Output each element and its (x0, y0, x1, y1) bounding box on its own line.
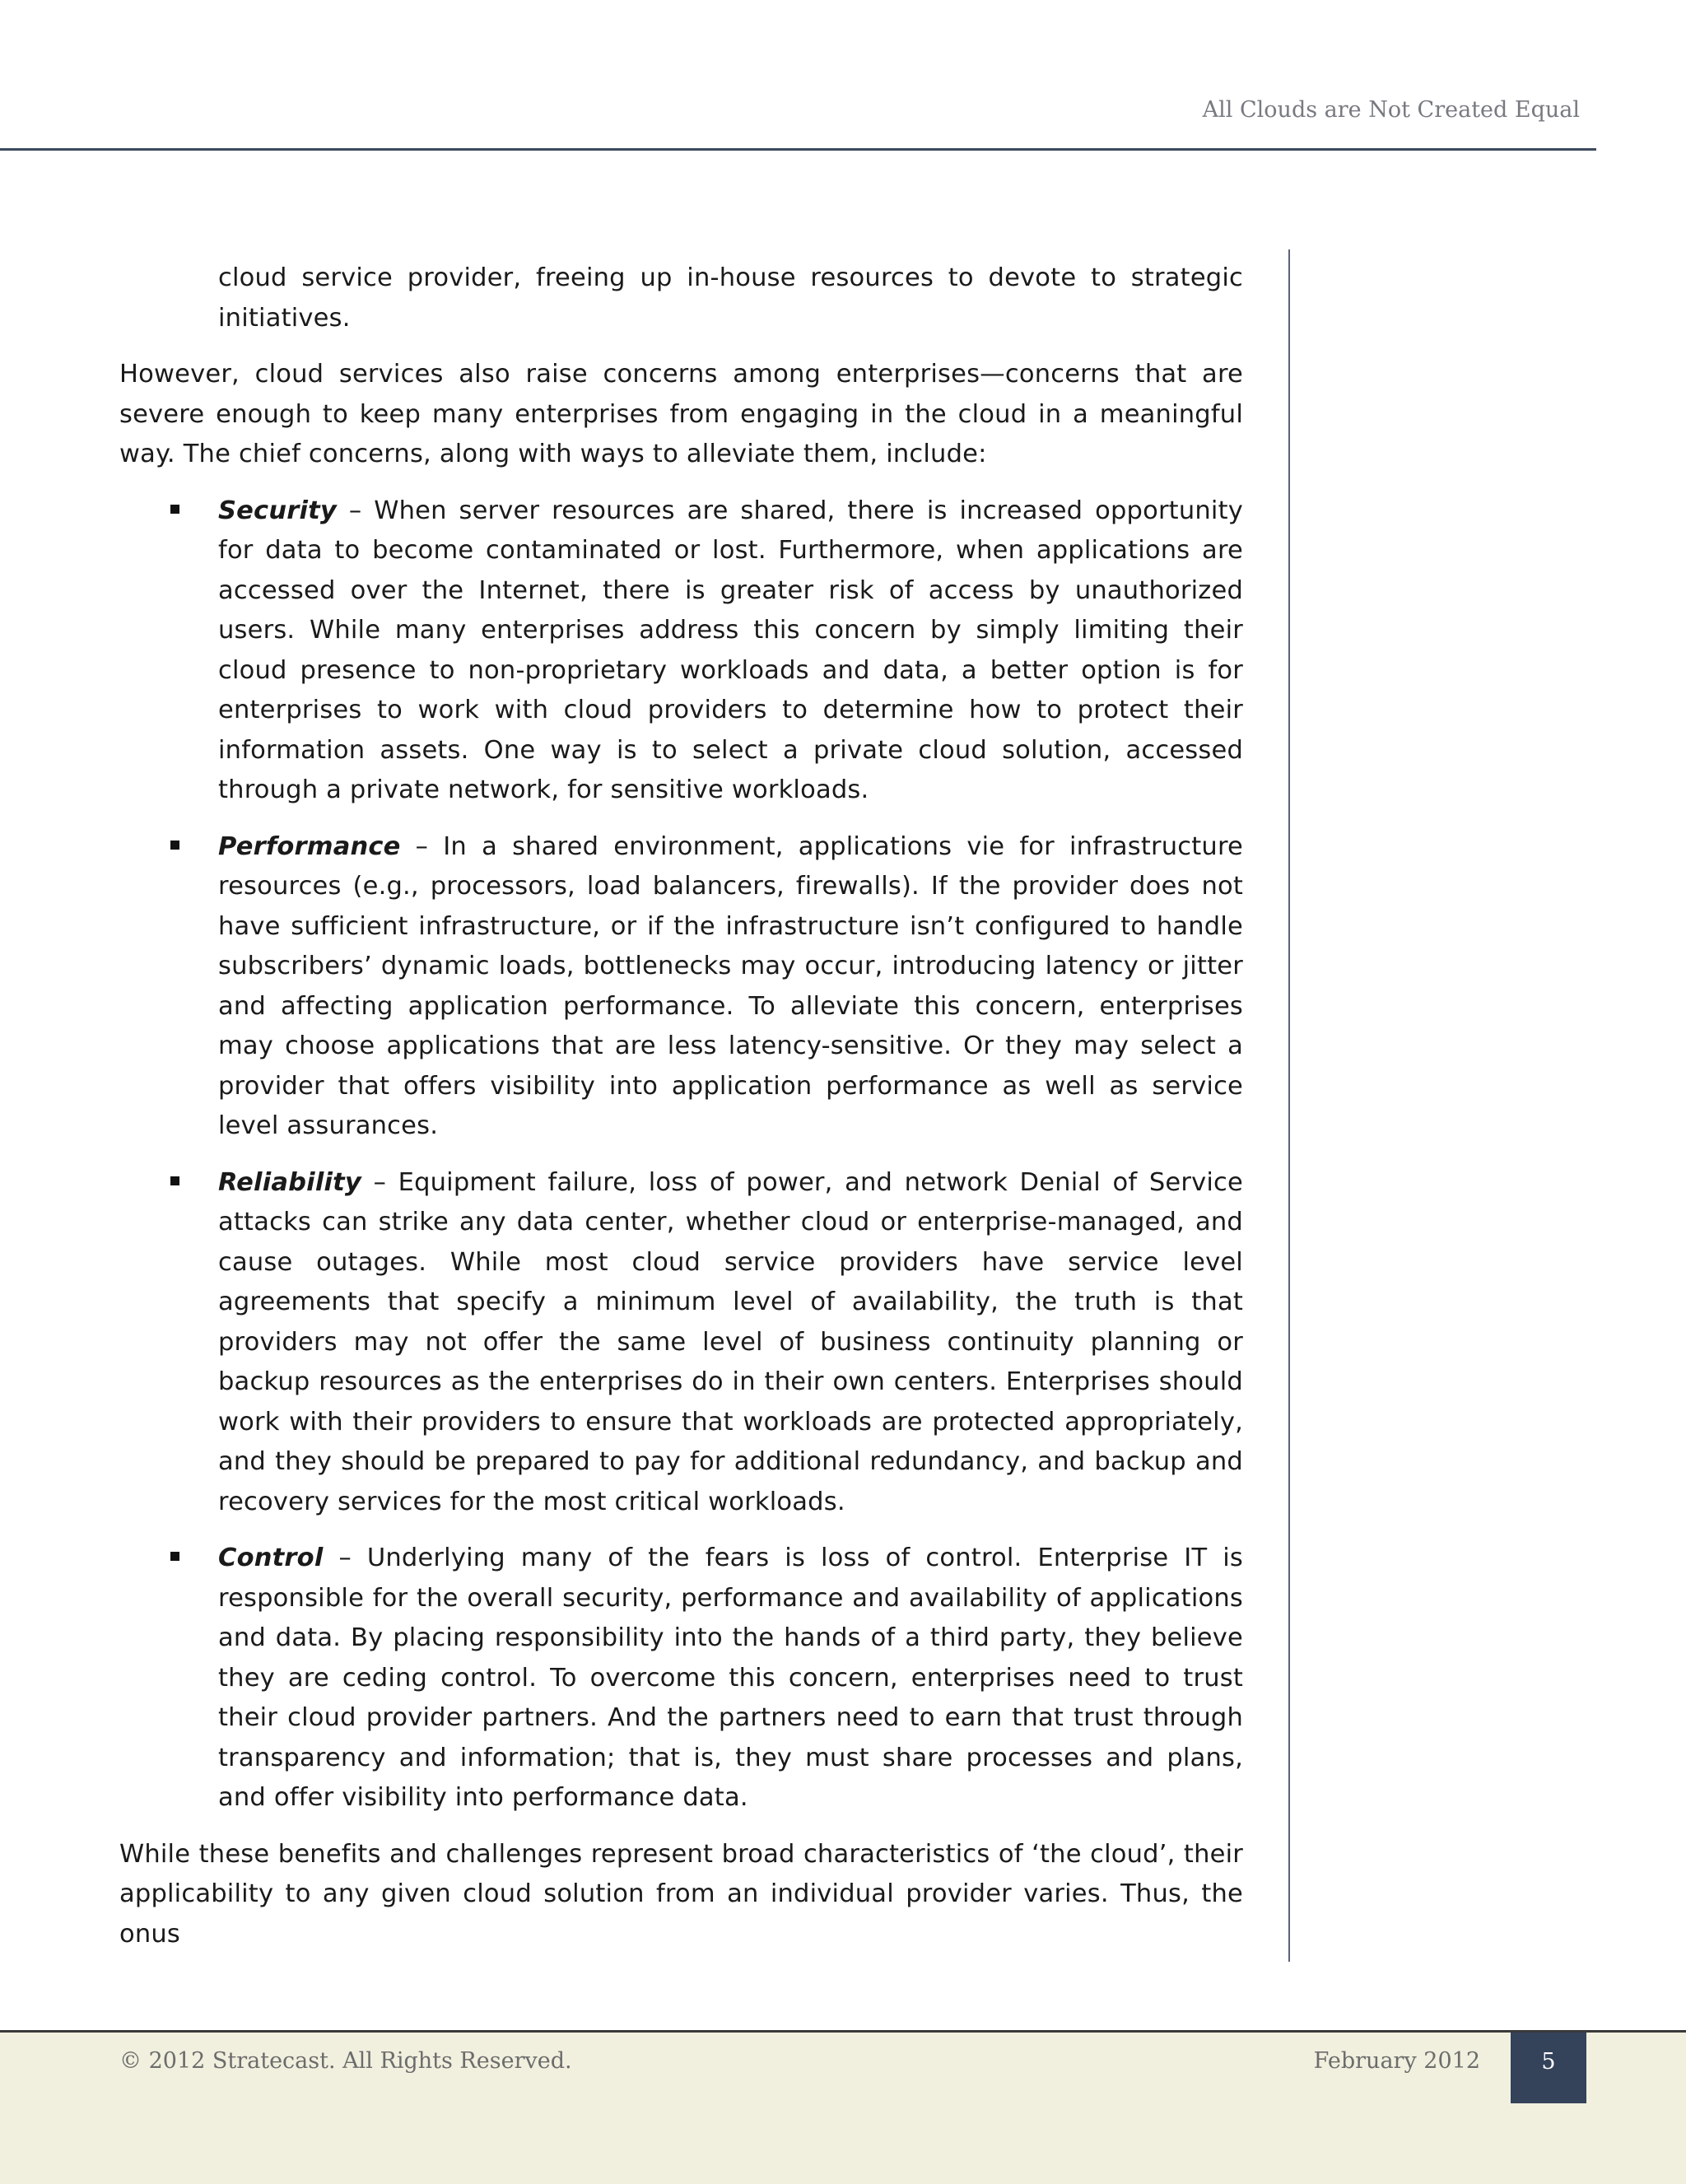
continuation-paragraph: cloud service provider, freeing up in-house resources to devote to strategic initiatives. (218, 263, 1243, 333)
square-bullet-icon (170, 505, 179, 514)
concerns-list (119, 491, 1243, 1818)
list-item-title: Reliability (218, 1167, 362, 1197)
list-item-text: – In a shared environment, applications vie for infrastructure resources (e.g., processors, load balancers, firewalls). If the provider does not have sufficient infrastructure, or if the infrastructure isn’t configured to handle subscribers’ dynamic loads, bottlenecks may occur, introducing latency or jitter and affecting application performance. To alleviate this concern, enterprises may choose applications that are less latency-sensitive. Or they may select a provider that offers visibility into application performance as well as service level assurances. (218, 831, 1243, 1140)
square-bullet-icon (170, 841, 179, 850)
list-item-body (218, 827, 1243, 1147)
closing-paragraph: While these benefits and challenges represent broad characteristics of ‘the cloud’, their applicability to any given cloud solution from an individual provider varies. Thus, the onus (119, 1839, 1243, 1949)
square-bullet-icon (170, 1552, 179, 1561)
footer-date: February 2012 (1313, 2048, 1480, 2074)
list-item-security (119, 491, 1243, 811)
header-divider (0, 148, 1596, 151)
list-item-title: Control (218, 1544, 324, 1572)
running-header-title: All Clouds are Not Created Equal (1202, 97, 1580, 123)
list-item-title: Performance (218, 831, 401, 861)
page-body (119, 258, 1243, 1971)
list-item-performance (119, 827, 1243, 1147)
list-item-text: – When server resources are shared, there is increased opportunity for data to become contaminated or lost. Furthermore, when applications are accessed over the Internet, there is greater risk of access by unauthorized users. While many enterprises address this concern by simply limiting their cloud presence to non-proprietary workloads and data, a better option is for enterprises to work with cloud providers to determine how to protect their information assets. One way is to select a private cloud solution, accessed through a private network, for sensitive workloads. (218, 496, 1243, 804)
margin-rule (1288, 249, 1290, 1962)
list-item-reliability (119, 1163, 1243, 1523)
page-number: 5 (1511, 2033, 1586, 2103)
list-item-body (218, 1163, 1243, 1523)
list-item-body (218, 1539, 1243, 1818)
list-item-body (218, 491, 1243, 811)
list-item-title: Security (218, 496, 338, 525)
list-item-text: – Equipment failure, loss of power, and network Denial of Service attacks can strike any data center, whether cloud or enterprise-managed, and cause outages. While most cloud service providers have service level agreements that specify a minimum level of availability, the truth is that providers may not offer the same level of business continuity planning or backup resources as the enterprises do in their own centers. Enterprises should work with their providers to ensure that workloads are protected appropriately, and they should be prepared to pay for additional redundancy, and backup and recovery services for the most critical workloads. (218, 1167, 1243, 1516)
list-item-control (119, 1539, 1243, 1818)
square-bullet-icon (170, 1176, 179, 1185)
list-item-text: – Underlying many of the fears is loss of control. Enterprise IT is responsible for the overall security, performance and availability of applications and data. By placing responsibility into the hands of a third party, they believe they are ceding control. To overcome this concern, enterprises need to trust their cloud provider partners. And the partners need to earn that trust through transparency and information; that is, they must share processes and plans, and offer visibility into performance data. (218, 1544, 1243, 1812)
footer-copyright: © 2012 Stratecast. All Rights Reserved. (119, 2048, 572, 2074)
intro-paragraph: However, cloud services also raise concerns among enterprises—concerns that are severe enough to keep many enterprises from engaging in the cloud in a meaningful way. The chief concerns, along with ways to alleviate them, include: (119, 360, 1243, 468)
